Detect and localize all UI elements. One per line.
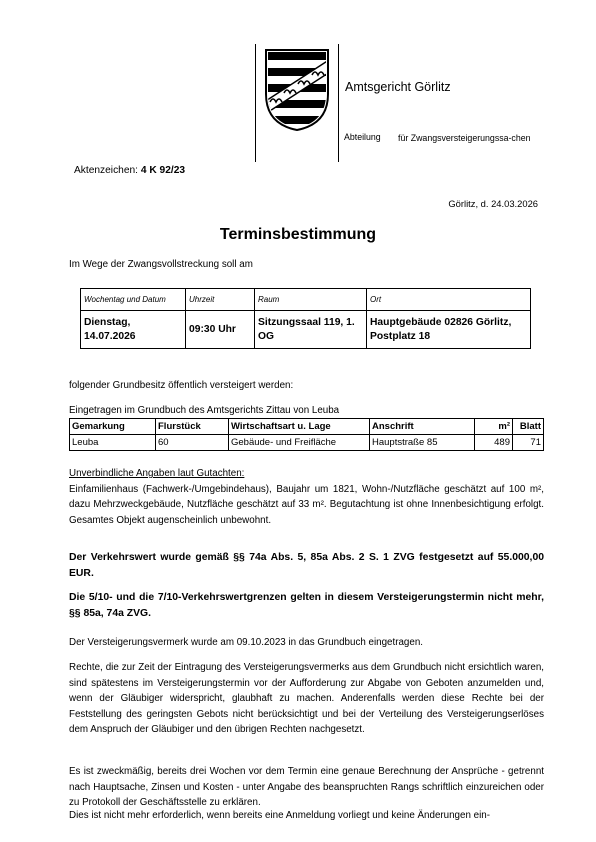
last-line: Dies ist nicht mehr erforderlich, wenn bereits eine Anmeldung vorliegt und keine Änderungen ein- bbox=[69, 810, 490, 821]
land-header-gemarkung: Gemarkung bbox=[70, 419, 156, 435]
schedule-room: Sitzungssaal 119, 1. OG bbox=[255, 311, 367, 349]
value-limits: Die 5/10- und die 7/10-Verkehrswertgrenzen gelten in diesem Versteigerungstermin nicht mehr, §§ 85a, 74a ZVG. bbox=[69, 592, 544, 619]
sold-text: folgender Grundbesitz öffentlich versteigert werden: bbox=[69, 380, 294, 391]
schedule-place: Hauptgebäude 02826 Görlitz, Postplatz 18 bbox=[367, 311, 531, 349]
land-area: 489 bbox=[475, 435, 513, 451]
expert-heading: Unverbindliche Angaben laut Gutachten: bbox=[69, 468, 245, 479]
schedule-date: Dienstag, 14.07.2026 bbox=[81, 311, 186, 349]
schedule-value-row bbox=[81, 311, 531, 349]
land-wirtschaftsart: Gebäude- und Freifläche bbox=[229, 435, 370, 451]
department-label: Abteilung bbox=[344, 132, 381, 142]
land-register-table bbox=[69, 418, 544, 451]
schedule-header-room: Raum bbox=[255, 289, 367, 311]
document-title: Terminsbestimmung bbox=[219, 226, 377, 243]
place-date: Görlitz, d. 24.03.2026 bbox=[448, 198, 538, 209]
expert-section bbox=[69, 466, 544, 528]
land-blatt: 71 bbox=[513, 435, 544, 451]
schedule-time: 09:30 Uhr bbox=[186, 311, 255, 349]
land-header-blatt: Blatt bbox=[513, 419, 544, 435]
land-header-row bbox=[70, 419, 544, 435]
land-gemarkung: Leuba bbox=[70, 435, 156, 451]
registration-note: Der Versteigerungsvermerk wurde am 09.10.2023 in das Grundbuch eingetragen. bbox=[69, 637, 423, 648]
file-reference bbox=[74, 165, 185, 176]
land-flurstueck: 60 bbox=[156, 435, 229, 451]
market-value: Der Verkehrswert wurde gemäß §§ 74a Abs. 5, 85a Abs. 2 S. 1 ZVG festgesetzt auf 55.000,00 EUR. bbox=[69, 552, 544, 579]
file-ref-label: Aktenzeichen: bbox=[74, 165, 138, 176]
land-register-heading: Eingetragen im Grundbuch des Amtsgerichts Zittau von Leuba bbox=[69, 405, 340, 416]
rights-notice: Rechte, die zur Zeit der Eintragung des Versteigerungsvermerks aus dem Grundbuch nicht ersichtlich waren, sind spätestens im Versteigerungstermin vor der Aufforderung zur Abgabe von Geboten anzumelden und, wenn der Gläubiger widerspricht, glaubhaft zu machen. Anderenfalls werden diese Rechte bei der Feststellung des geringsten Gebots nicht berücksichtigt und bei der Verteilung des Versteigerungserlöses dem Anspruch der Gläubiger und den übrigen Rechten nachgesetzt. bbox=[69, 662, 544, 735]
schedule-header-place: Ort bbox=[367, 289, 531, 311]
schedule-header-time: Uhrzeit bbox=[186, 289, 255, 311]
intro-text: Im Wege der Zwangsvollstreckung soll am bbox=[69, 259, 253, 270]
expert-text: Einfamilienhaus (Fachwerk-/Umgebindehaus), Baujahr um 1821, Wohn-/Nutzfläche geschätzt auf 100 m², dazu Mehrzweckgebäude, Nutzfläche geschätzt auf 33 m². Begutachtung ist ohne Innenbesichtigung erfolgt. Gesamtes Objekt augenscheinlich unbewohnt. bbox=[69, 483, 544, 526]
department-value: für Zwangsversteigerungssa-chen bbox=[398, 133, 531, 143]
land-header-anschrift: Anschrift bbox=[370, 419, 475, 435]
header-divider-right bbox=[338, 44, 339, 162]
land-header-area: m² bbox=[475, 419, 513, 435]
saxony-coat-of-arms bbox=[262, 44, 332, 132]
claims-advice: Es ist zweckmäßig, bereits drei Wochen vor dem Termin eine genaue Berechnung der Ansprüche - getrennt nach Hauptsache, Zinsen und Kosten - unter Angabe des beanspruchten Rangs schriftlich einzureichen oder zu Protokoll der Geschäftsstelle zu erklären. bbox=[69, 766, 544, 808]
court-name: Amtsgericht Görlitz bbox=[345, 80, 451, 94]
header-divider-left bbox=[255, 44, 256, 162]
land-header-wirtschaftsart: Wirtschaftsart u. Lage bbox=[229, 419, 370, 435]
land-header-flurstueck: Flurstück bbox=[156, 419, 229, 435]
file-ref-value: 4 K 92/23 bbox=[140, 165, 186, 176]
land-anschrift: Hauptstraße 85 bbox=[370, 435, 475, 451]
schedule-header-row bbox=[81, 289, 531, 311]
auction-schedule-table bbox=[80, 288, 531, 349]
schedule-header-date: Wochentag und Datum bbox=[81, 289, 186, 311]
land-data-row bbox=[70, 435, 544, 451]
